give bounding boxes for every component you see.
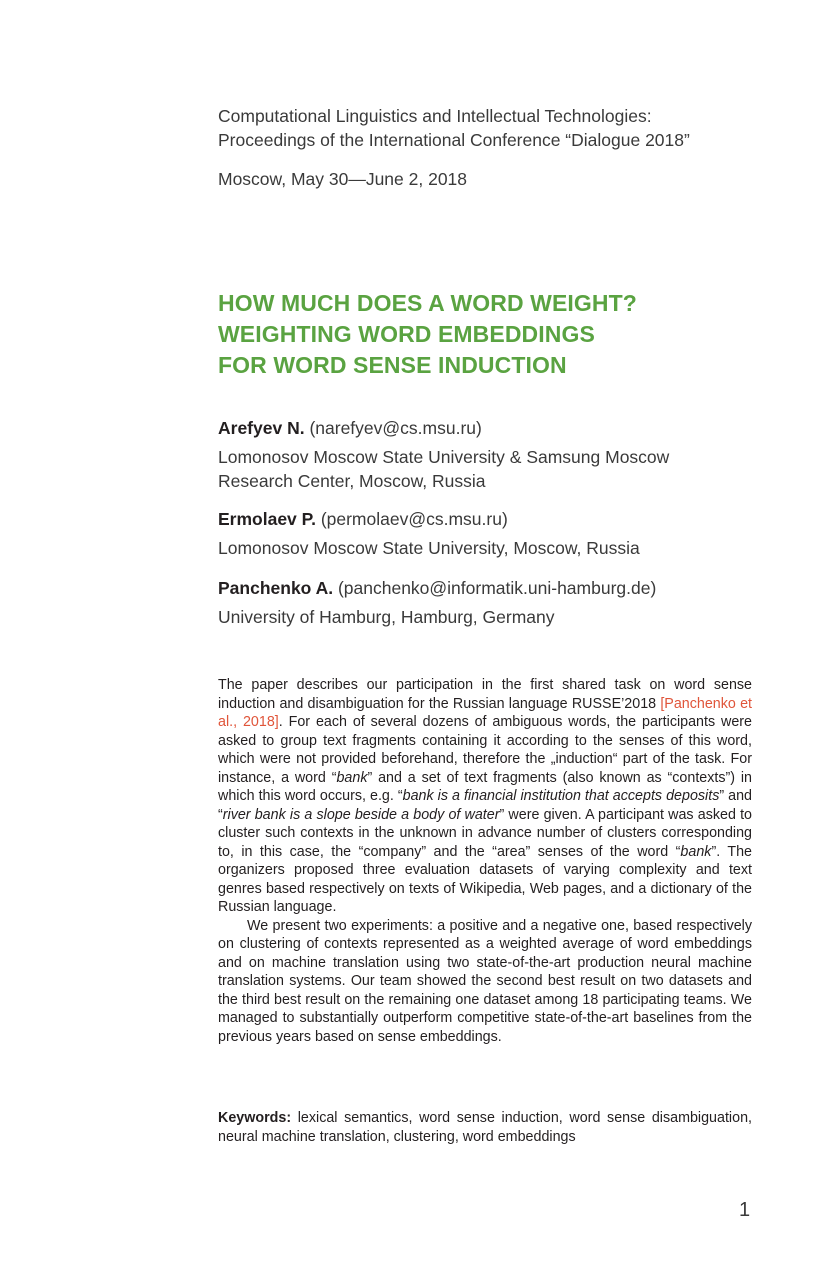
author-block (218, 507, 778, 560)
title-line1: HOW MUCH DOES A WORD WEIGHT? (218, 290, 637, 316)
author-affiliation: Lomonosov Moscow State University & Samsung Moscow (218, 447, 670, 467)
keywords-label: Keywords: (218, 1110, 292, 1126)
keywords (218, 1109, 752, 1147)
author-block (218, 416, 778, 493)
author-name: Panchenko A. (218, 578, 334, 598)
abstract (218, 676, 752, 1046)
abstract-paragraph: The paper describes our participation in the first shared task on word sense induction and disambiguation for the Russian language RUSSE’2018 [Panchenko et al., 2018]. For each of several dozens of ambiguous words, the participants were asked to group text fragments containing it according to the senses of this word, which were not provided beforehand, therefore the „induction“ part of the task. For instance, a word “bank” and a set of text fragments (also known as “contexts”) in which this word occurs, e.g. “bank is a financial institution that accepts deposits” and “river bank is a slope beside a body of water” were given. A participant was asked to cluster such contexts in the unknown in advance number of clusters corresponding to, in this case, the “company” and the “area” senses of the word “bank”. The organizers proposed three evaluation datasets of varying complexity and text genres based respectively on texts of Wikipedia, Web pages, and a dictionary of the Russian language. (218, 677, 753, 915)
abstract-paragraph: We present two experiments: a positive and a negative one, based respectively on clustering of contexts represented as a weighted average of word embeddings and on machine translation using two state-of-the-art production neural machine translation systems. Our team showed the second best result on two datasets and the third best result on the remaining one dataset among 18 participating teams. We managed to substantially outperform competitive state-of-the-art baselines from the previous years based on sense embeddings. (218, 917, 752, 1045)
author-email[interactable]: (permolaev@cs.msu.ru) (320, 509, 508, 529)
conference-name-line1: Computational Linguistics and Intellectual Technologies: (218, 106, 652, 126)
author-affiliation: University of Hamburg, Hamburg, Germany (218, 607, 555, 627)
title-line3: FOR WORD SENSE INDUCTION (218, 352, 567, 378)
author-affiliation: Research Center, Moscow, Russia (218, 471, 486, 491)
author-affiliation: Lomonosov Moscow State University, Moscow, Russia (218, 538, 640, 558)
citation-link[interactable]: [Panchenko et al., 2018] (218, 695, 752, 730)
conference-dates: Moscow, May 30—June 2, 2018 (218, 169, 468, 189)
title-line2: WEIGHTING WORD EMBEDDINGS (218, 321, 595, 347)
author-name: Ermolaev P. (218, 509, 316, 529)
conference-name-line2: Proceedings of the International Conference “Dialogue 2018” (218, 130, 690, 150)
page-number: 1 (739, 1199, 751, 1221)
author-email[interactable]: (panchenko@informatik.uni-hamburg.de) (337, 578, 657, 598)
author-block (218, 576, 778, 629)
keywords-text: lexical semantics, word sense induction, word sense disambiguation, neural machine translation, clustering, word embeddings (218, 1110, 752, 1145)
author-name: Arefyev N. (218, 418, 305, 438)
paper-title (218, 288, 778, 381)
author-email[interactable]: (narefyev@cs.msu.ru) (309, 418, 482, 438)
conference-header (218, 104, 778, 152)
